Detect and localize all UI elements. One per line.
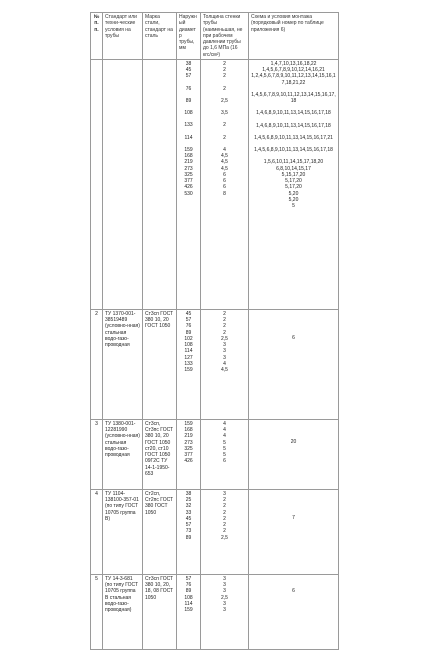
- row-thickness-value: 2: [223, 509, 226, 516]
- row-number: 5: [91, 574, 103, 649]
- row-thickness-value: 3: [223, 588, 226, 595]
- row-steel-grade: Ст3сп, Ст3пс ГОСТ 380 10, 20 ГОСТ 1050 ст20, ст10 ГОСТ 1050 09Г2С ТУ 14-1-1950-653: [143, 419, 177, 489]
- row-conditions-list: [251, 311, 336, 371]
- row-thickness-list: [203, 421, 246, 465]
- row-conditions-value: 1,2,4,5,6,7,8,9,10,11,12,13,14,15,16,17,18,21,22: [251, 73, 336, 86]
- row-diameter-value: 426: [184, 458, 193, 465]
- row-diameter-value: 89: [185, 588, 192, 595]
- header-steel: Марка стали, стандарт на сталь: [143, 13, 177, 60]
- row-thickness-value: 6: [223, 458, 226, 465]
- row-thickness-value: 3: [223, 582, 226, 588]
- row-thickness-value: 4,5: [221, 165, 228, 172]
- row-diameter-value: 32: [185, 503, 192, 510]
- row-conditions-value: 1,5,6,10,11,14,15,17,18,20: [263, 159, 324, 166]
- row-diameter-list: [179, 311, 198, 374]
- row-conditions-value: 1,4,5,6,7,8,9,10,11,12,13,14,15,16,17,18: [251, 91, 336, 104]
- row-number: 2: [91, 309, 103, 419]
- row-conditions-value: [251, 365, 336, 371]
- row-diameter: [177, 309, 201, 419]
- row-thickness-value: 3: [223, 607, 226, 613]
- row-diameter-value: 108: [184, 342, 193, 348]
- row-diameter-value: 73: [185, 528, 192, 535]
- row-thickness-value: 3: [223, 490, 226, 497]
- row-thickness-value: 2: [223, 329, 226, 336]
- row-diameter-value: 108: [184, 110, 193, 116]
- row-diameter-value: 377: [184, 178, 193, 184]
- row-diameter-value: 219: [184, 159, 193, 166]
- row-diameter-value: 89: [185, 97, 192, 104]
- row-thickness-list: [203, 61, 246, 197]
- row-thickness-value: 4,5: [221, 367, 228, 373]
- row-diameter: [177, 59, 201, 309]
- row-diameter-value: 57: [185, 73, 192, 80]
- row-thickness: [201, 489, 249, 574]
- row-thickness-value: 3,5: [221, 110, 228, 116]
- row-diameter: [177, 419, 201, 489]
- row-diameter-value: 38: [185, 490, 192, 497]
- row-standard: ТУ 1104-138100-357-01 (по типу ГОСТ 10705 группа В): [103, 489, 143, 574]
- row-diameter-value: 114: [184, 600, 193, 607]
- row-diameter-value: 530: [184, 190, 193, 197]
- row-thickness: [201, 309, 249, 419]
- row-conditions-value: 20: [290, 438, 297, 445]
- row-diameter-value: 76: [185, 323, 192, 330]
- row-diameter-value: 89: [185, 534, 192, 541]
- row-thickness-value: 4: [223, 433, 226, 440]
- row-diameter-value: 45: [185, 310, 192, 317]
- header-number: № п.п.: [91, 13, 103, 60]
- row-diameter-value: 45: [185, 515, 192, 522]
- row-diameter-value: 76: [185, 85, 192, 92]
- row-thickness: [201, 419, 249, 489]
- row-diameter-value: 168: [184, 427, 193, 433]
- row-conditions-value: 1,4,7,10,13,16,18,22: [270, 60, 317, 67]
- row-diameter-value: 45: [185, 67, 192, 73]
- row-diameter-value: 168: [184, 153, 193, 159]
- row-thickness-value: 3: [223, 600, 226, 607]
- row-thickness-value: 6: [223, 184, 226, 191]
- row-thickness-value: 5: [223, 445, 226, 452]
- row-conditions-value: [251, 457, 336, 463]
- row-conditions-list: [251, 61, 336, 210]
- row-thickness-value: 8: [223, 190, 226, 197]
- row-diameter-list: [179, 61, 198, 197]
- row-thickness-value: 5: [223, 439, 226, 446]
- table-body: [91, 59, 339, 649]
- row-number: 3: [91, 419, 103, 489]
- row-diameter-value: 89: [185, 329, 192, 336]
- row-thickness-value: 3: [223, 354, 226, 361]
- row-diameter-list: [179, 576, 198, 614]
- table-row: [91, 309, 339, 419]
- row-conditions-value: 1,4,6,8,9,10,11,13,14,15,16,17,18: [256, 122, 331, 129]
- row-thickness-value: 3: [223, 342, 226, 348]
- row-conditions-value: 5,20: [288, 196, 299, 203]
- row-thickness-value: 2: [223, 122, 226, 129]
- row-diameter-value: 57: [185, 317, 192, 323]
- row-diameter-value: 273: [184, 439, 193, 446]
- row-standard: ТУ 1370-001-38519489 (условно-нная) стальная водо-газо-проводная: [103, 309, 143, 419]
- row-thickness-value: 2: [223, 310, 226, 317]
- header-diameter: Наружный диаметр трубы, мм: [177, 13, 201, 60]
- row-conditions-value: 5: [292, 203, 295, 209]
- row-conditions-value: 5,17,20: [285, 178, 302, 184]
- row-thickness-value: 2: [223, 323, 226, 330]
- row-diameter-value: 108: [184, 594, 193, 601]
- row-diameter-value: 57: [185, 522, 192, 528]
- row-thickness-value: 2,5: [221, 335, 228, 342]
- row-diameter: [177, 574, 201, 649]
- row-diameter-value: 273: [184, 165, 193, 172]
- header-thickness: Толщина стенки трубы (наименьшая, не при рабочем давлении трубы до 1,6 МПа (16 кгс/см²): [201, 13, 249, 60]
- row-conditions-value: 1,4,6,8,9,10,11,13,14,15,16,17,18: [256, 110, 331, 117]
- row-diameter-value: 159: [184, 607, 193, 613]
- row-thickness-value: 2,5: [221, 534, 228, 541]
- row-thickness-value: 2: [223, 503, 226, 510]
- row-thickness: [201, 574, 249, 649]
- row-conditions-value: 5,15,17,20: [281, 171, 306, 178]
- row-conditions: [249, 59, 339, 309]
- row-diameter-value: 159: [184, 146, 193, 153]
- row-diameter-value: 159: [184, 420, 193, 427]
- header-standard: Стандарт или техни-ческие условия на трубы: [103, 13, 143, 60]
- row-diameter-value: 76: [185, 582, 192, 588]
- row-diameter-value: 38: [185, 60, 192, 67]
- row-thickness-value: 2: [223, 73, 226, 80]
- row-conditions-value: 6: [292, 587, 295, 594]
- row-conditions-list: [251, 421, 336, 463]
- row-diameter-value: 325: [184, 445, 193, 452]
- row-diameter-value: 133: [184, 122, 193, 129]
- row-steel-grade: Ст3сп ГОСТ 380 10, 20 ГОСТ 1050: [143, 309, 177, 419]
- row-steel-grade: Ст2сп, Ст2пс ГОСТ 380 ГОСТ 1050: [143, 489, 177, 574]
- row-thickness-list: [203, 491, 246, 541]
- row-conditions-value: [251, 533, 336, 539]
- row-thickness-value: 2,5: [221, 594, 228, 601]
- row-standard: [103, 59, 143, 309]
- row-conditions-value: 1,4,5,6,8,9,10,11,13,14,15,16,17,21: [254, 134, 333, 141]
- row-diameter-value: 127: [184, 354, 193, 361]
- row-thickness-value: 3: [223, 575, 226, 582]
- row-thickness-value: 2: [223, 67, 226, 73]
- row-thickness-value: 4,5: [221, 153, 228, 159]
- row-standard: ТУ 14-3-681 (по типу ГОСТ 10705 группа В стальная водо-газо-проводная): [103, 574, 143, 649]
- row-thickness-value: 2: [223, 497, 226, 503]
- row-conditions-value: 6,8,10,14,15,17: [276, 165, 311, 172]
- row-thickness-value: 2,5: [221, 97, 228, 104]
- row-number: [91, 59, 103, 309]
- row-thickness-value: 6: [223, 178, 226, 184]
- row-diameter-list: [179, 421, 198, 465]
- row-thickness-value: 2: [223, 85, 226, 92]
- row-steel-grade: [143, 59, 177, 309]
- header-conditions: Схема и условия монтажа (порядковый номер по таблице приложения 6): [249, 13, 339, 60]
- row-thickness-list: [203, 311, 246, 374]
- row-thickness-value: 5: [223, 452, 226, 458]
- table-row: [91, 574, 339, 649]
- row-thickness-value: 4: [223, 420, 226, 427]
- row-thickness-list: [203, 576, 246, 614]
- row-conditions-value: 7: [292, 514, 295, 521]
- row-diameter-value: 133: [184, 360, 193, 367]
- row-thickness-value: 6: [223, 171, 226, 178]
- row-diameter: [177, 489, 201, 574]
- row-diameter-value: 114: [184, 348, 193, 355]
- row-thickness-value: 4: [223, 360, 226, 367]
- row-diameter-value: 426: [184, 184, 193, 191]
- row-thickness-value: 2: [223, 528, 226, 535]
- row-conditions-list: [251, 491, 336, 539]
- row-diameter-value: 159: [184, 367, 193, 373]
- row-diameter-value: 57: [185, 575, 192, 582]
- pipe-spec-table: [90, 12, 339, 650]
- row-number: 4: [91, 489, 103, 574]
- row-thickness-value: 2: [223, 515, 226, 522]
- row-thickness-value: 2: [223, 134, 226, 141]
- row-conditions: [249, 309, 339, 419]
- row-diameter-value: 219: [184, 433, 193, 440]
- row-conditions-list: [251, 576, 336, 612]
- table-header-row: [91, 13, 339, 60]
- row-diameter-value: 377: [184, 452, 193, 458]
- row-conditions-value: 1,4,5,6,7,8,9,10,12,14,16,21: [262, 67, 325, 73]
- row-conditions: [249, 489, 339, 574]
- row-conditions-value: 6: [292, 334, 295, 341]
- table-row: [91, 59, 339, 309]
- row-standard: ТУ 1380-001-12281990 (условно-нная) стальная водо-газо-проводная: [103, 419, 143, 489]
- row-diameter-list: [179, 491, 198, 541]
- table-row: [91, 419, 339, 489]
- row-thickness: [201, 59, 249, 309]
- row-thickness-value: 4: [223, 427, 226, 433]
- row-thickness-value: 3: [223, 348, 226, 355]
- row-conditions: [249, 419, 339, 489]
- row-diameter-value: 114: [184, 134, 193, 141]
- row-thickness-value: 4: [223, 146, 226, 153]
- row-conditions-value: 5,20: [288, 190, 299, 197]
- row-diameter-value: 33: [185, 509, 192, 516]
- row-diameter-value: 25: [185, 497, 192, 503]
- row-thickness-value: 2: [223, 60, 226, 67]
- row-conditions-value: 1,4,5,6,8,9,10,11,13,14,15,16,17,18: [254, 147, 333, 153]
- row-thickness-value: 4,5: [221, 159, 228, 166]
- table-row: [91, 489, 339, 574]
- row-thickness-value: 2: [223, 317, 226, 323]
- row-steel-grade: Ст3сп ГОСТ 380 10, 20, 18, 08 ГОСТ 1050: [143, 574, 177, 649]
- row-diameter-value: 102: [184, 335, 193, 342]
- row-conditions-value: [251, 606, 336, 612]
- row-conditions: [249, 574, 339, 649]
- row-diameter-value: 325: [184, 171, 193, 178]
- row-thickness-value: 2: [223, 522, 226, 528]
- row-conditions-value: 5,17,20: [285, 184, 302, 191]
